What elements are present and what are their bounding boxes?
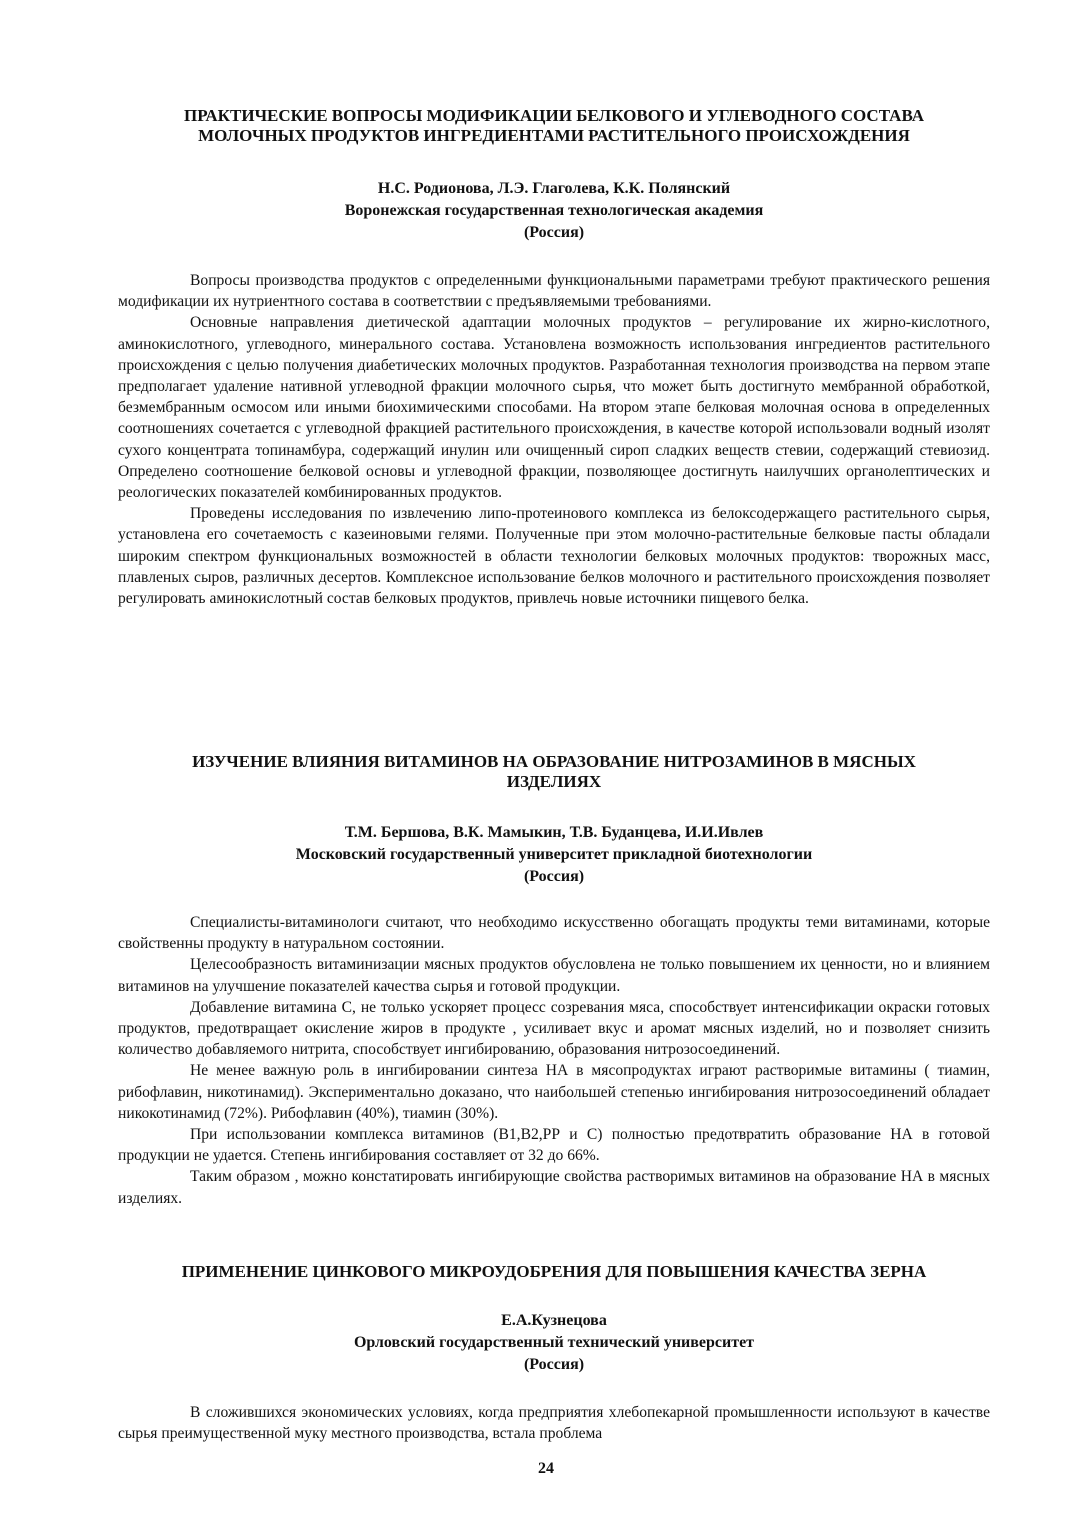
article-2-paragraph: При использовании комплекса витаминов (В1,В2,РР и С) полностью предотвратить образование НА в готовой продукции не удается. Степень ингибирования составляет от 32 до 66%. (118, 1126, 990, 1165)
article-1-byline (118, 178, 990, 244)
article-1-body (118, 270, 990, 609)
article-2-body (118, 912, 990, 1209)
article-3-title (118, 1262, 990, 1282)
article-3-country: (Россия) (523, 1356, 585, 1373)
article-3-title-line-1: ПРИМЕНЕНИЕ ЦИНКОВОГО МИКРОУДОБРЕНИЯ ДЛЯ ПОВЫШЕНИЯ КАЧЕСТВА ЗЕРНА (181, 1262, 927, 1281)
article-2-paragraph: Специалисты-витаминологи считают, что необходимо искусственно обогащать продукты теми витаминами, которые свойственны продукту в натуральном состоянии. (118, 914, 990, 953)
article-2-paragraph: Целесообразность витаминизации мясных продуктов обусловлена не только повышением их ценности, но и влиянием витаминов на улучшение показателей качества сырья и готовой продукции. (118, 956, 990, 995)
article-2-authors: Т.М. Бершова, В.К. Мамыкин, Т.В. Буданцева, И.И.Ивлев (344, 824, 764, 841)
article-1-paragraph: Вопросы производства продуктов с определенными функциональными параметрами требуют практического решения модификации их нутриентного состава в соответствии с предъявляемыми требованиями. (118, 272, 990, 311)
article-1-institution: Воронежская государственная технологическая академия (344, 202, 764, 219)
article-2-title (118, 752, 990, 792)
article-2-paragraph: Таким образом , можно констатировать ингибирующие свойства растворимых витаминов на образование НА в мясных изделиях. (118, 1168, 990, 1207)
article-2-country: (Россия) (523, 868, 585, 885)
article-1-title (118, 106, 990, 146)
article-2-paragraph: Добавление витамина С, не только ускоряет процесс созревания мяса, способствует интенсификации окраски готовых продуктов, предотвращает окисление жиров в продукте , усиливает вкус и аромат мясных изделий, но и позволяет снизить количество добавляемого нитрита, способствует ингибированию, образования нитрозосоединений. (118, 998, 990, 1059)
article-3-byline (118, 1310, 990, 1376)
article-1-authors: Н.С. Родионова, Л.Э. Глаголева, К.К. Полянский (377, 180, 731, 197)
article-2-byline (118, 822, 990, 888)
article-3 (118, 1262, 990, 1444)
article-2-paragraph: Не менее важную роль в ингибировании синтеза НА в мясопродуктах играют растворимые витамины ( тиамин, рибофлавин, никотинамид). Экспериментально доказано, что наибольшей степенью ингибирования нитрозосоединений обладает никокотинамид (72%). Рибофлавин (40%), тиамин (30%). (118, 1062, 990, 1122)
page-number: 24 (538, 1460, 554, 1477)
article-1-paragraph: Основные направления диетической адаптации молочных продуктов – регулирование их жирно-кислотного, аминокислотного, углеводного, минерального состава. Установлена возможность использования ингредиентов растительного происхождения с целью получения диабетических молочных продуктов. Разработанная технология производства на первом этапе предполагает удаление нативной углеводной фракции молочного сырья, что может быть достигнуто мембранной обработкой, безмембранным осмосом или иными биохимическими способами. На втором этапе белковая молочная основа в определенных соотношениях сочетается с углеводной фракцией растительного происхождения, в качестве которой использовали водный изолят сухого концентрата топинамбура, содержащий инулин или очищенный сироп сладких веществ стевии, содержащий стевиозид. Определено соотношение белковой основы и углеводной фракции, позволяющее достигнуть наилучших органолептических и реологических показателей комбинированных продуктов. (118, 314, 990, 502)
article-1-title-line-1: ПРАКТИЧЕСКИЕ ВОПРОСЫ МОДИФИКАЦИИ БЕЛКОВОГО И УГЛЕВОДНОГО СОСТАВА (183, 106, 925, 125)
article-1-title-line-2: МОЛОЧНЫХ ПРОДУКТОВ ИНГРЕДИЕНТАМИ РАСТИТЕЛЬНОГО ПРОИСХОЖДЕНИЯ (198, 126, 910, 145)
article-3-authors: Е.А.Кузнецова (501, 1312, 607, 1329)
article-2 (118, 752, 990, 1209)
article-2-title-line-2: ИЗДЕЛИЯХ (506, 772, 602, 791)
article-1-paragraph: Проведены исследования по извлечению липо-протеинового комплекса из белоксодержащего растительного сырья, установлена его сочетаемость с казеиновыми гелями. Полученные при этом молочно-растительные белковые пасты обладали широким спектром функциональных возможностей в области технологии белковых молочных продуктов: творожных масс, плавленых сыров, различных десертов. Комплексное использование белков молочного и растительного происхождения позволяет регулировать аминокислотный состав белковых продуктов, привлечь новые источники пищевого белка. (118, 505, 990, 608)
article-3-paragraph: В сложившихся экономических условиях, когда предприятия хлебопекарной промышленности используют в качестве сырья преимущественной муку местного производства, встала проблема (118, 1404, 990, 1443)
article-1-country: (Россия) (523, 224, 585, 241)
article-1 (118, 106, 990, 609)
article-3-body (118, 1402, 990, 1444)
article-2-title-line-1: ИЗУЧЕНИЕ ВЛИЯНИЯ ВИТАМИНОВ НА ОБРАЗОВАНИЕ НИТРОЗАМИНОВ В МЯСНЫХ (192, 752, 916, 771)
article-2-institution: Московский государственный университет прикладной биотехнологии (295, 846, 813, 863)
article-3-institution: Орловский государственный технический университет (353, 1334, 755, 1351)
